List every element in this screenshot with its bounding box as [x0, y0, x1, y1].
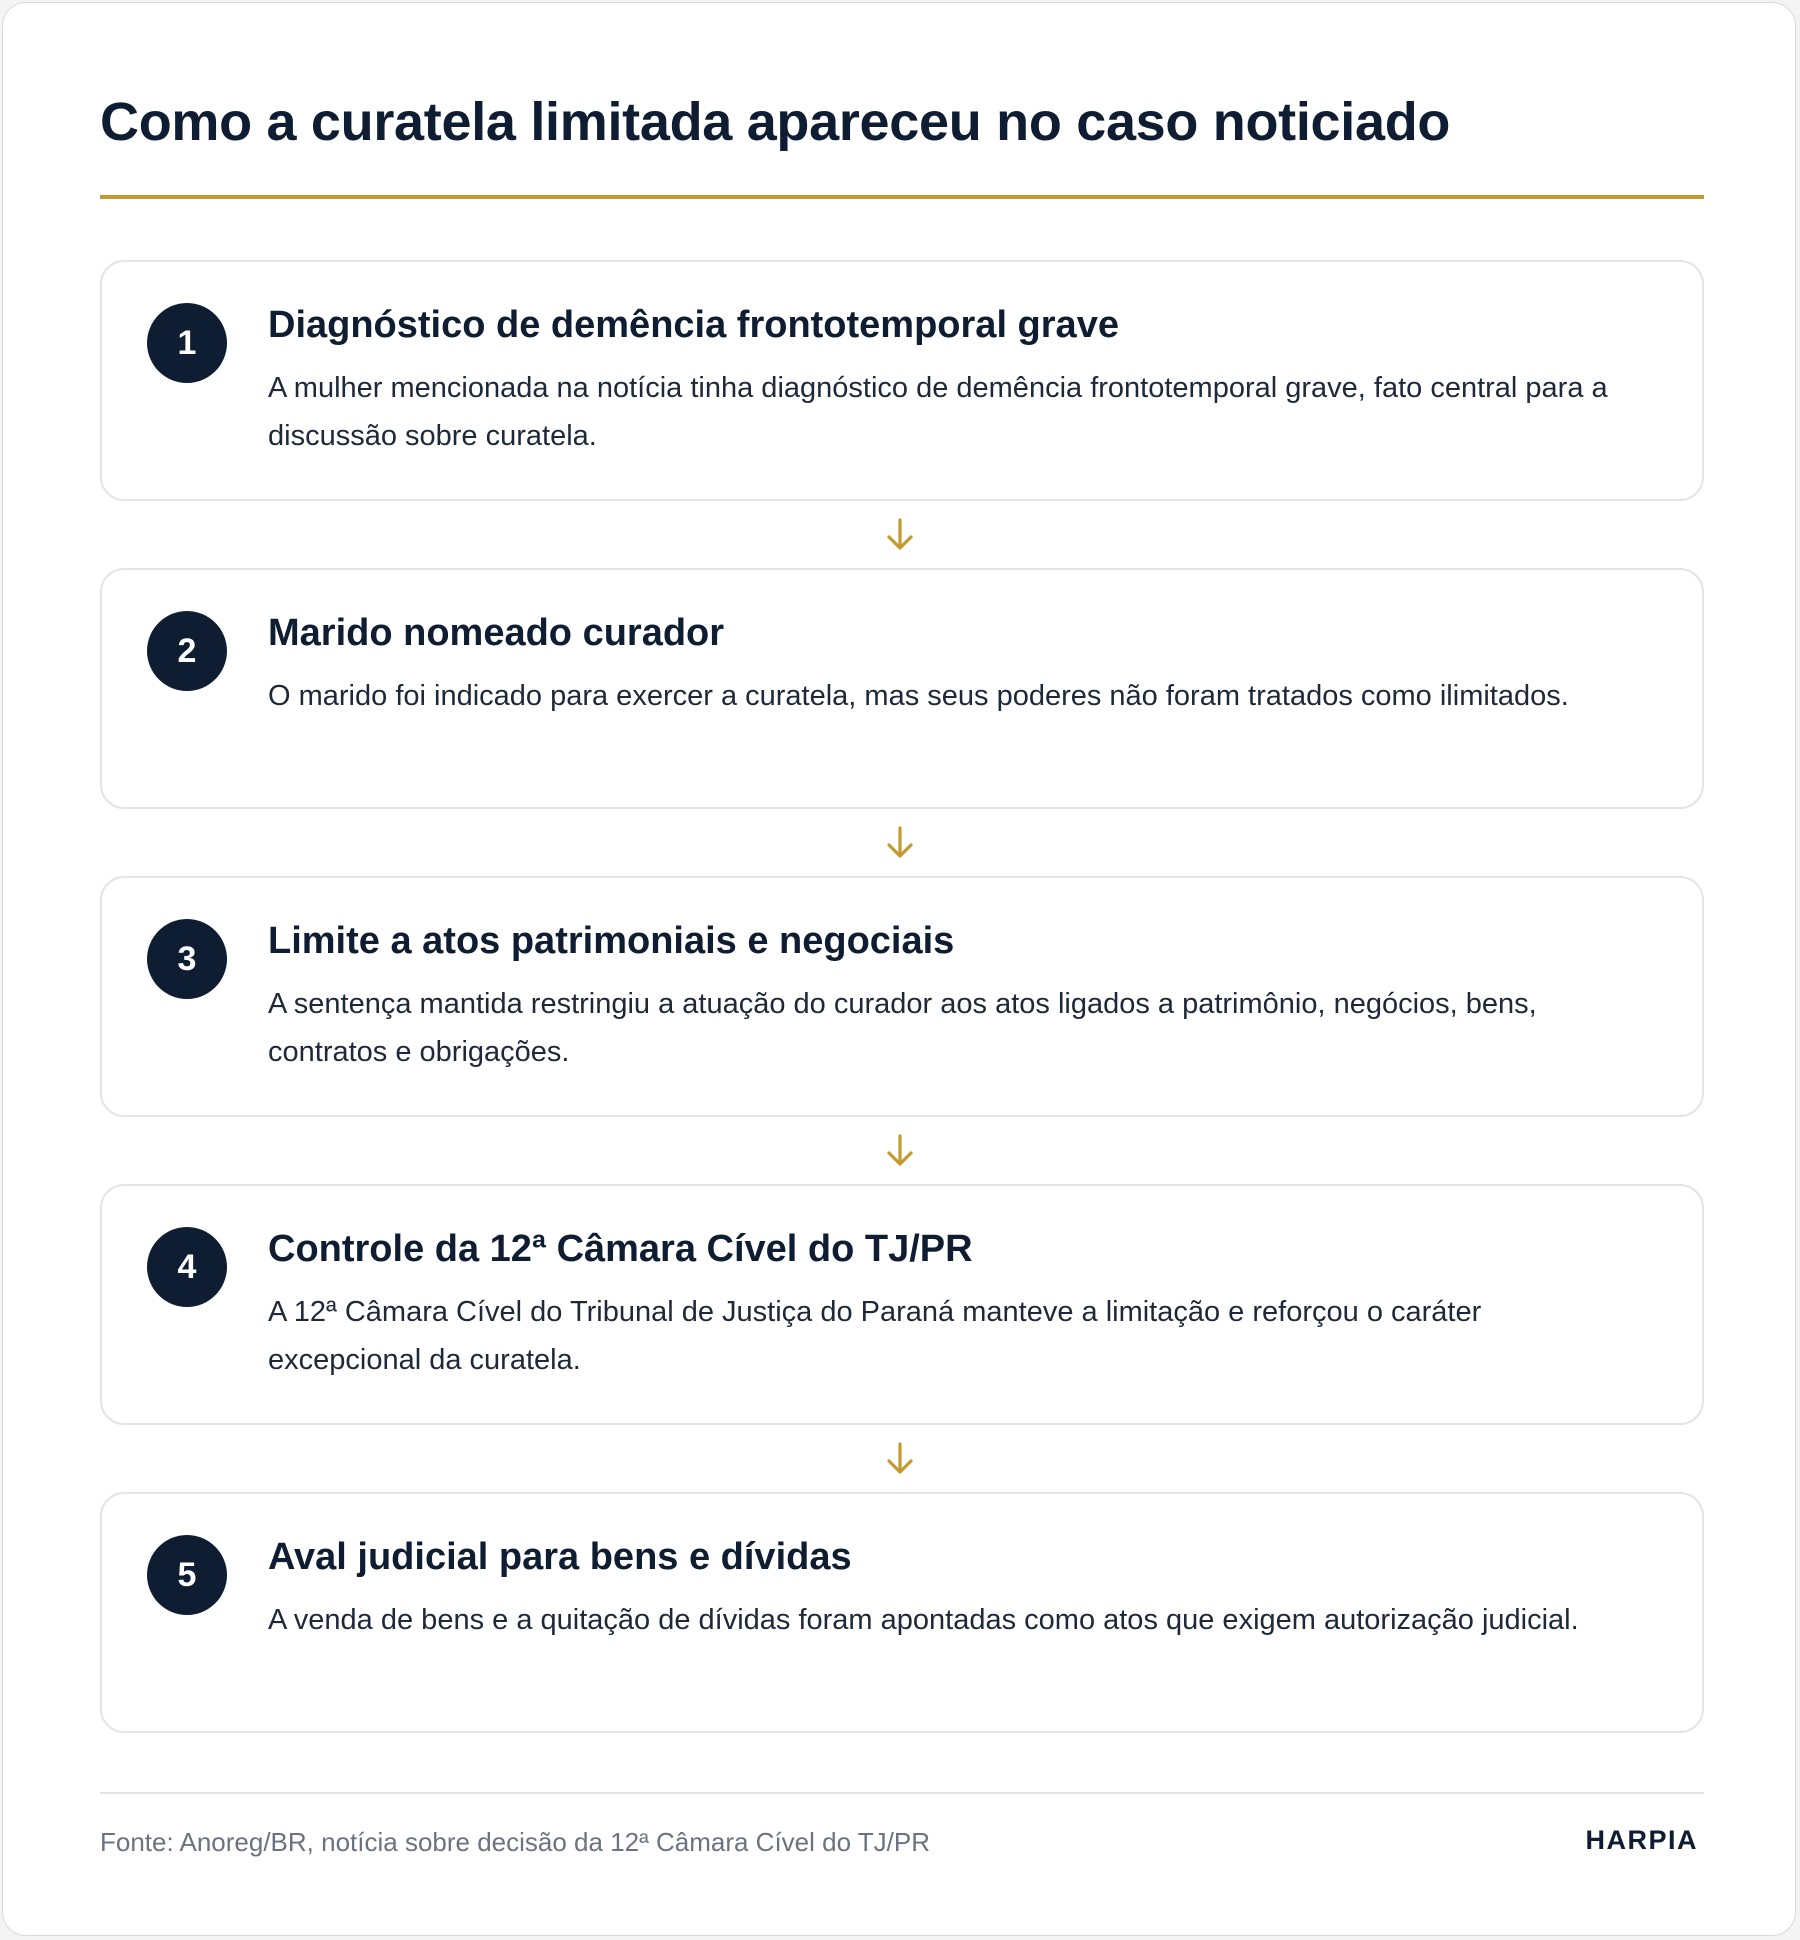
- step-connector: [100, 1117, 1704, 1184]
- steps-flow: [100, 260, 1704, 1733]
- step-title: Marido nomeado curador: [268, 612, 725, 654]
- brand-logo: HARPIA: [1585, 1825, 1698, 1855]
- infographic-card: [2, 2, 1796, 1936]
- step-description: A venda de bens e a quitação de dívidas foram apontadas como atos que exigem autorização judicial.: [268, 1604, 1579, 1636]
- arrow-down-icon: [884, 517, 916, 553]
- step-card: [100, 568, 1704, 809]
- arrow-down-icon: [884, 825, 916, 861]
- step-number-badge: 2: [147, 611, 227, 691]
- step-description: A mulher mencionada na notícia tinha diagnóstico de demência frontotemporal grave, fato central para a discussão sobre curatela.: [268, 372, 1608, 452]
- step-connector: [100, 809, 1704, 876]
- step-number-badge: 5: [147, 1535, 227, 1615]
- step-title: Limite a atos patrimoniais e negociais: [268, 920, 955, 962]
- step-card: [100, 1492, 1704, 1733]
- step-title: Aval judicial para bens e dívidas: [268, 1536, 852, 1578]
- step-connector: [100, 501, 1704, 568]
- arrow-down-icon: [884, 1133, 916, 1169]
- step-number-badge: 1: [147, 303, 227, 383]
- step-connector: [100, 1425, 1704, 1492]
- step-description: A sentença mantida restringiu a atuação do curador aos atos ligados a patrimônio, negócios, bens, contratos e obrigações.: [268, 988, 1537, 1068]
- step-description: A 12ª Câmara Cível do Tribunal de Justiça do Paraná manteve a limitação e reforçou o caráter excepcional da curatela.: [268, 1296, 1482, 1376]
- step-card: [100, 1184, 1704, 1425]
- step-description: O marido foi indicado para exercer a curatela, mas seus poderes não foram tratados como ilimitados.: [268, 680, 1569, 712]
- page-title: Como a curatela limitada apareceu no caso noticiado: [100, 92, 1451, 152]
- step-title: Diagnóstico de demência frontotemporal grave: [268, 304, 1119, 346]
- step-card: [100, 260, 1704, 501]
- footer-divider: [100, 1792, 1704, 1794]
- step-number-badge: 3: [147, 919, 227, 999]
- arrow-down-icon: [884, 1441, 916, 1477]
- title-divider: [100, 195, 1704, 199]
- step-number-badge: 4: [147, 1227, 227, 1307]
- step-title: Controle da 12ª Câmara Cível do TJ/PR: [268, 1228, 973, 1270]
- source-credit: Fonte: Anoreg/BR, notícia sobre decisão da 12ª Câmara Cível do TJ/PR: [100, 1827, 931, 1857]
- step-card: [100, 876, 1704, 1117]
